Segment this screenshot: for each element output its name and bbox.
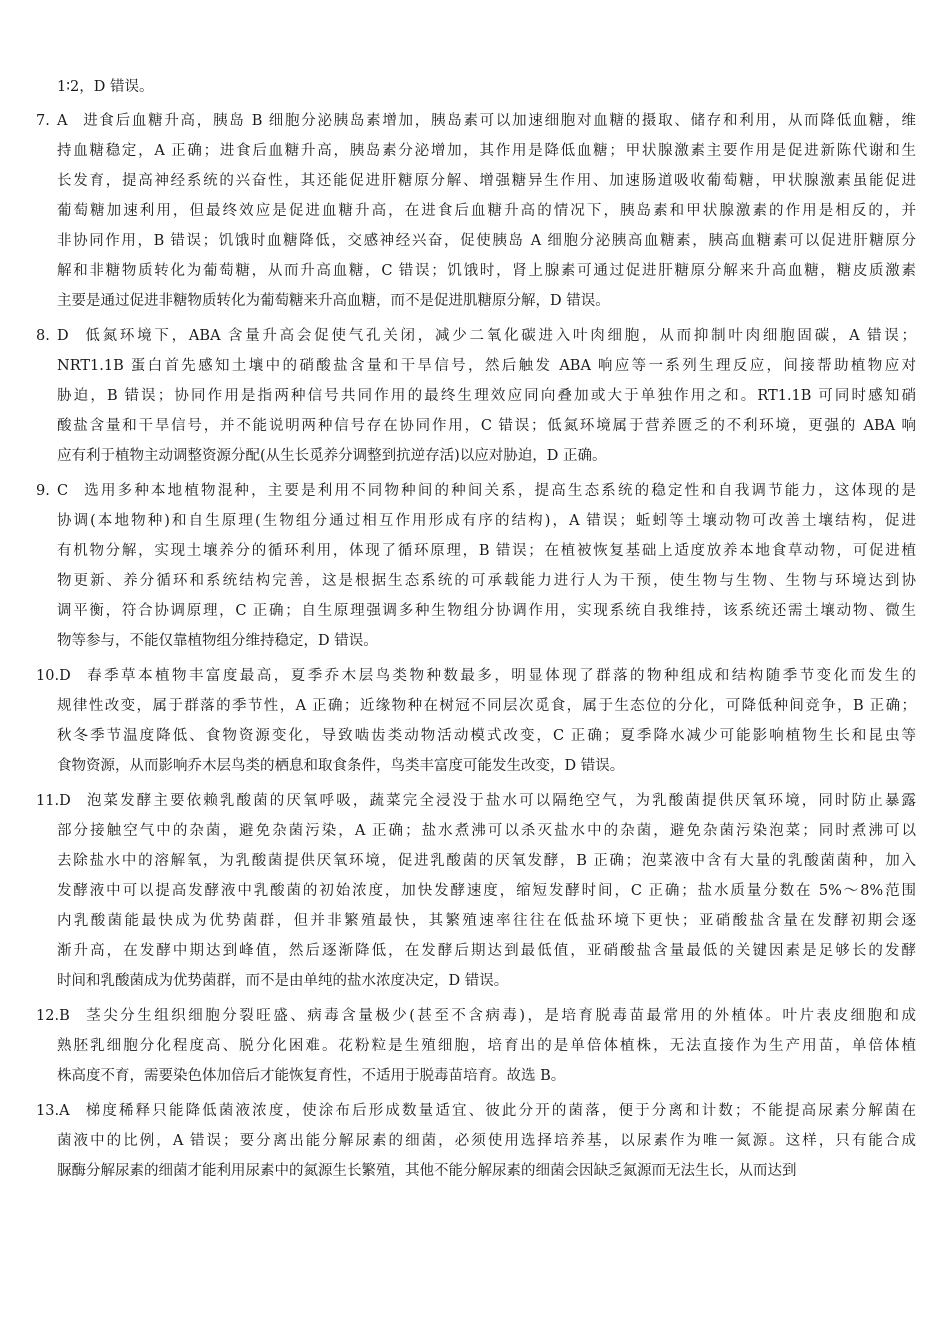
answer-item <box>36 661 916 781</box>
answer-item <box>36 1096 916 1186</box>
explanation-text: 发酵液中可以提高发酵液中乳酸菌的初始浓度，加快发酵速度，缩短发酵时间，C 正确；盐水质量分数在 5%～8%范围 <box>57 883 916 899</box>
explanation-text: 时间和乳酸菌成为优势菌群，而不是由单纯的盐水浓度决定，D 错误。 <box>57 973 509 989</box>
question-number: 10. <box>36 668 60 684</box>
answer-line <box>36 661 916 691</box>
answer-line <box>36 816 916 846</box>
answer-line <box>36 441 916 471</box>
answer-choice: C <box>57 483 69 499</box>
explanation-text: 部分接触空气中的杂菌，避免杂菌污染，A 正确；盐水煮沸可以杀灭盐水中的杂菌，避免杂菌污染泡菜；同时煮沸可以 <box>57 823 916 839</box>
explanation-text: 协调(本地物种)和自生原理(生物组分通过相互作用形成有序的结构)，A 错误；蚯蚓等土壤动物可改善土壤结构，促进 <box>57 513 916 529</box>
continuation-text: 1∶2，D 错误。 <box>57 79 154 95</box>
explanation-text: 进食后血糖升高，胰岛 B 细胞分泌胰岛素增加，胰岛素可以加速细胞对血糖的摄取、储存和利用，从而降低血糖，维 <box>81 113 916 129</box>
answer-line <box>36 906 916 936</box>
explanation-text: 长发育，提高神经系统的兴奋性，其还能促进肝糖原分解、增强糖异生作用、加速肠道吸收葡萄糖，甲状腺激素虽能促进 <box>57 173 916 189</box>
answer-line <box>36 256 916 286</box>
explanation-text: 低氮环境下，ABA 含量升高会促使气孔关闭，减少二氧化碳进入叶肉细胞，从而抑制叶肉细胞固碳，A 错误； <box>82 328 916 344</box>
answer-explanations <box>36 72 916 1191</box>
explanation-text: 胁迫，B 错误；协同作用是指两种信号共同作用的最终生理效应同向叠加或大于单独作用之和。RT1.1B 可同时感知硝 <box>57 388 916 404</box>
answer-line <box>36 936 916 966</box>
answer-line <box>36 1096 916 1126</box>
answer-item <box>36 1001 916 1091</box>
explanation-text: 调平衡，符合协调原理，C 正确；自生原理强调多种生物组分协调作用，实现系统自我维持，该系统还需土壤动物、微生 <box>57 603 916 619</box>
question-number: 11. <box>36 793 60 809</box>
explanation-text: 非协同作用，B 错误；饥饿时血糖降低，交感神经兴奋，促使胰岛 A 细胞分泌胰高血糖素，胰高血糖素可以促进肝糖原分 <box>57 233 916 249</box>
explanation-text: 解和非糖物质转化为葡萄糖，从而升高血糖，C 错误；饥饿时，肾上腺素可通过促进肝糖原分解来升高血糖，糖皮质激素 <box>57 263 916 279</box>
answer-line <box>36 876 916 906</box>
answer-line <box>36 196 916 226</box>
answer-choice: D <box>57 328 69 344</box>
answer-line <box>36 751 916 781</box>
explanation-text: 有机物分解，实现土壤养分的循环利用，体现了循环原理，B 错误；在植被恢复基础上适度放养本地食草动物，可促进植 <box>57 543 916 559</box>
answer-line <box>36 381 916 411</box>
question-number: 8. <box>36 328 50 344</box>
explanation-text: 持血糖稳定，A 正确；进食后血糖升高，胰岛素分泌增加，其作用是降低血糖；甲状腺激素主要作用是促进新陈代谢和生 <box>57 143 916 159</box>
answer-choice: A <box>57 113 68 129</box>
answer-line <box>36 286 916 316</box>
answer-line <box>36 1126 916 1156</box>
answer-line <box>36 566 916 596</box>
explanation-text: 脲酶分解尿素的细菌才能利用尿素中的氮源生长繁殖，其他不能分解尿素的细菌会因缺乏氮源而无法生长，从而达到 <box>57 1163 797 1179</box>
explanation-text: 内乳酸菌能最快成为优势菌群，但并非繁殖最快，其繁殖速率往往在低盐环境下更快；亚硝酸盐含量在发酵初期会逐 <box>57 913 916 929</box>
explanation-text: NRT1.1B 蛋白首先感知土壤中的硝酸盐含量和干旱信号，然后触发 ABA 响应等一系列生理反应，间接帮助植物应对 <box>57 358 916 374</box>
answer-line <box>36 966 916 996</box>
explanation-text: 食物资源，从而影响乔木层鸟类的栖息和取食条件，鸟类丰富度可能发生改变，D 错误。 <box>57 758 625 774</box>
answer-line <box>36 536 916 566</box>
explanation-text: 选用多种本地植物混种，主要是利用不同物种间的种间关系，提高生态系统的稳定性和自我调节能力，这体现的是 <box>82 483 916 499</box>
explanation-text: 菌液中的比例，A 错误；要分离出能分解尿素的细菌，必须使用选择培养基，以尿素作为唯一氮源。这样，只有能合成 <box>57 1133 916 1149</box>
answer-line <box>36 1031 916 1061</box>
answer-item <box>36 321 916 471</box>
explanation-text: 规律性改变，属于群落的季节性，A 正确；近缘物种在树冠不同层次觅食，属于生态位的分化，可降低种间竞争，B 正确； <box>57 698 916 714</box>
question-number: 13. <box>36 1103 60 1119</box>
answer-line <box>36 691 916 721</box>
explanation-text: 酸盐含量和干旱信号，并不能说明两种信号存在协同作用，C 错误；低氮环境属于营养匮乏的不利环境，更强的 ABA 响 <box>57 418 916 434</box>
answer-line <box>36 786 916 816</box>
explanation-text: 葡萄糖加速利用，但最终效应是促进血糖升高，在进食后血糖升高的情况下，胰岛素和甲状腺激素的作用是相反的，并 <box>57 203 916 219</box>
question-number: 9. <box>36 483 50 499</box>
explanation-text: 秋冬季节温度降低、食物资源变化，导致啮齿类动物活动模式改变，C 正确；夏季降水减少可能影响植物生长和昆虫等 <box>57 728 916 744</box>
explanation-text: 泡菜发酵主要依赖乳酸菌的厌氧呼吸，蔬菜完全浸没于盐水可以隔绝空气，为乳酸菌提供厌氧环境，同时防止暴露 <box>84 793 916 809</box>
answer-line <box>36 1061 916 1091</box>
explanation-text: 物等参与，不能仅靠植物组分维持稳定，D 错误。 <box>57 633 378 649</box>
answer-line <box>36 721 916 751</box>
answer-item <box>36 786 916 996</box>
answer-choice: D <box>59 793 71 809</box>
explanation-text: 主要是通过促进非糖物质转化为葡萄糖来升高血糖，而不是促进肌糖原分解，D 错误。 <box>57 293 610 309</box>
question-number: 7. <box>36 113 50 129</box>
explanation-text: 株高度不育，需要染色体加倍后才能恢复育性，不适用于脱毒苗培育。故选 B。 <box>57 1068 566 1084</box>
explanation-text: 去除盐水中的溶解氧，为乳酸菌提供厌氧环境，促进乳酸菌的厌氧发酵，B 正确；泡菜液中含有大量的乳酸菌菌种，加入 <box>57 853 916 869</box>
explanation-text: 茎尖分生组织细胞分裂旺盛、病毒含量极少(甚至不含病毒)，是培育脱毒苗最常用的外植体。叶片表皮细胞和成 <box>83 1008 916 1024</box>
answer-list <box>36 106 916 1186</box>
answer-line <box>36 506 916 536</box>
explanation-text: 梯度稀释只能降低菌液浓度，使涂布后形成数量适宜、彼此分开的菌落，便于分离和计数；不能提高尿素分解菌在 <box>83 1103 916 1119</box>
answer-line <box>36 846 916 876</box>
answer-line <box>36 476 916 506</box>
explanation-text: 春季草本植物丰富度最高，夏季乔木层鸟类物种数最多，明显体现了群落的物种组成和结构随季节变化而发生的 <box>84 668 916 684</box>
explanation-text: 熟胚乳细胞分化程度高、脱分化困难。花粉粒是生殖细胞，培育出的是单倍体植株，无法直接作为生产用苗，单倍体植 <box>57 1038 916 1054</box>
explanation-text: 渐升高，在发酵中期达到峰值，然后逐渐降低，在发酵后期达到最低值，亚硝酸盐含量最低的关键因素是足够长的发酵 <box>57 943 916 959</box>
answer-line <box>36 411 916 441</box>
answer-line <box>36 1001 916 1031</box>
answer-item <box>36 476 916 656</box>
answer-choice: A <box>59 1103 70 1119</box>
answer-line <box>36 321 916 351</box>
answer-line <box>36 106 916 136</box>
answer-choice: D <box>59 668 71 684</box>
explanation-text: 应有利于植物主动调整资源分配(从生长觅养分调整到抗逆存活)以应对胁迫，D 正确。 <box>57 448 607 464</box>
answer-line <box>36 1156 916 1186</box>
answer-choice: B <box>59 1008 70 1024</box>
answer-line <box>36 596 916 626</box>
answer-line <box>36 166 916 196</box>
answer-line <box>36 626 916 656</box>
answer-line <box>36 226 916 256</box>
question-number: 12. <box>36 1008 60 1024</box>
explanation-text: 物更新、养分循环和系统结构完善，这是根据生态系统的可承载能力进行人为干预，使生物与生物、生物与环境达到协 <box>57 573 916 589</box>
answer-line <box>36 351 916 381</box>
answer-item <box>36 106 916 316</box>
answer-line <box>36 136 916 166</box>
